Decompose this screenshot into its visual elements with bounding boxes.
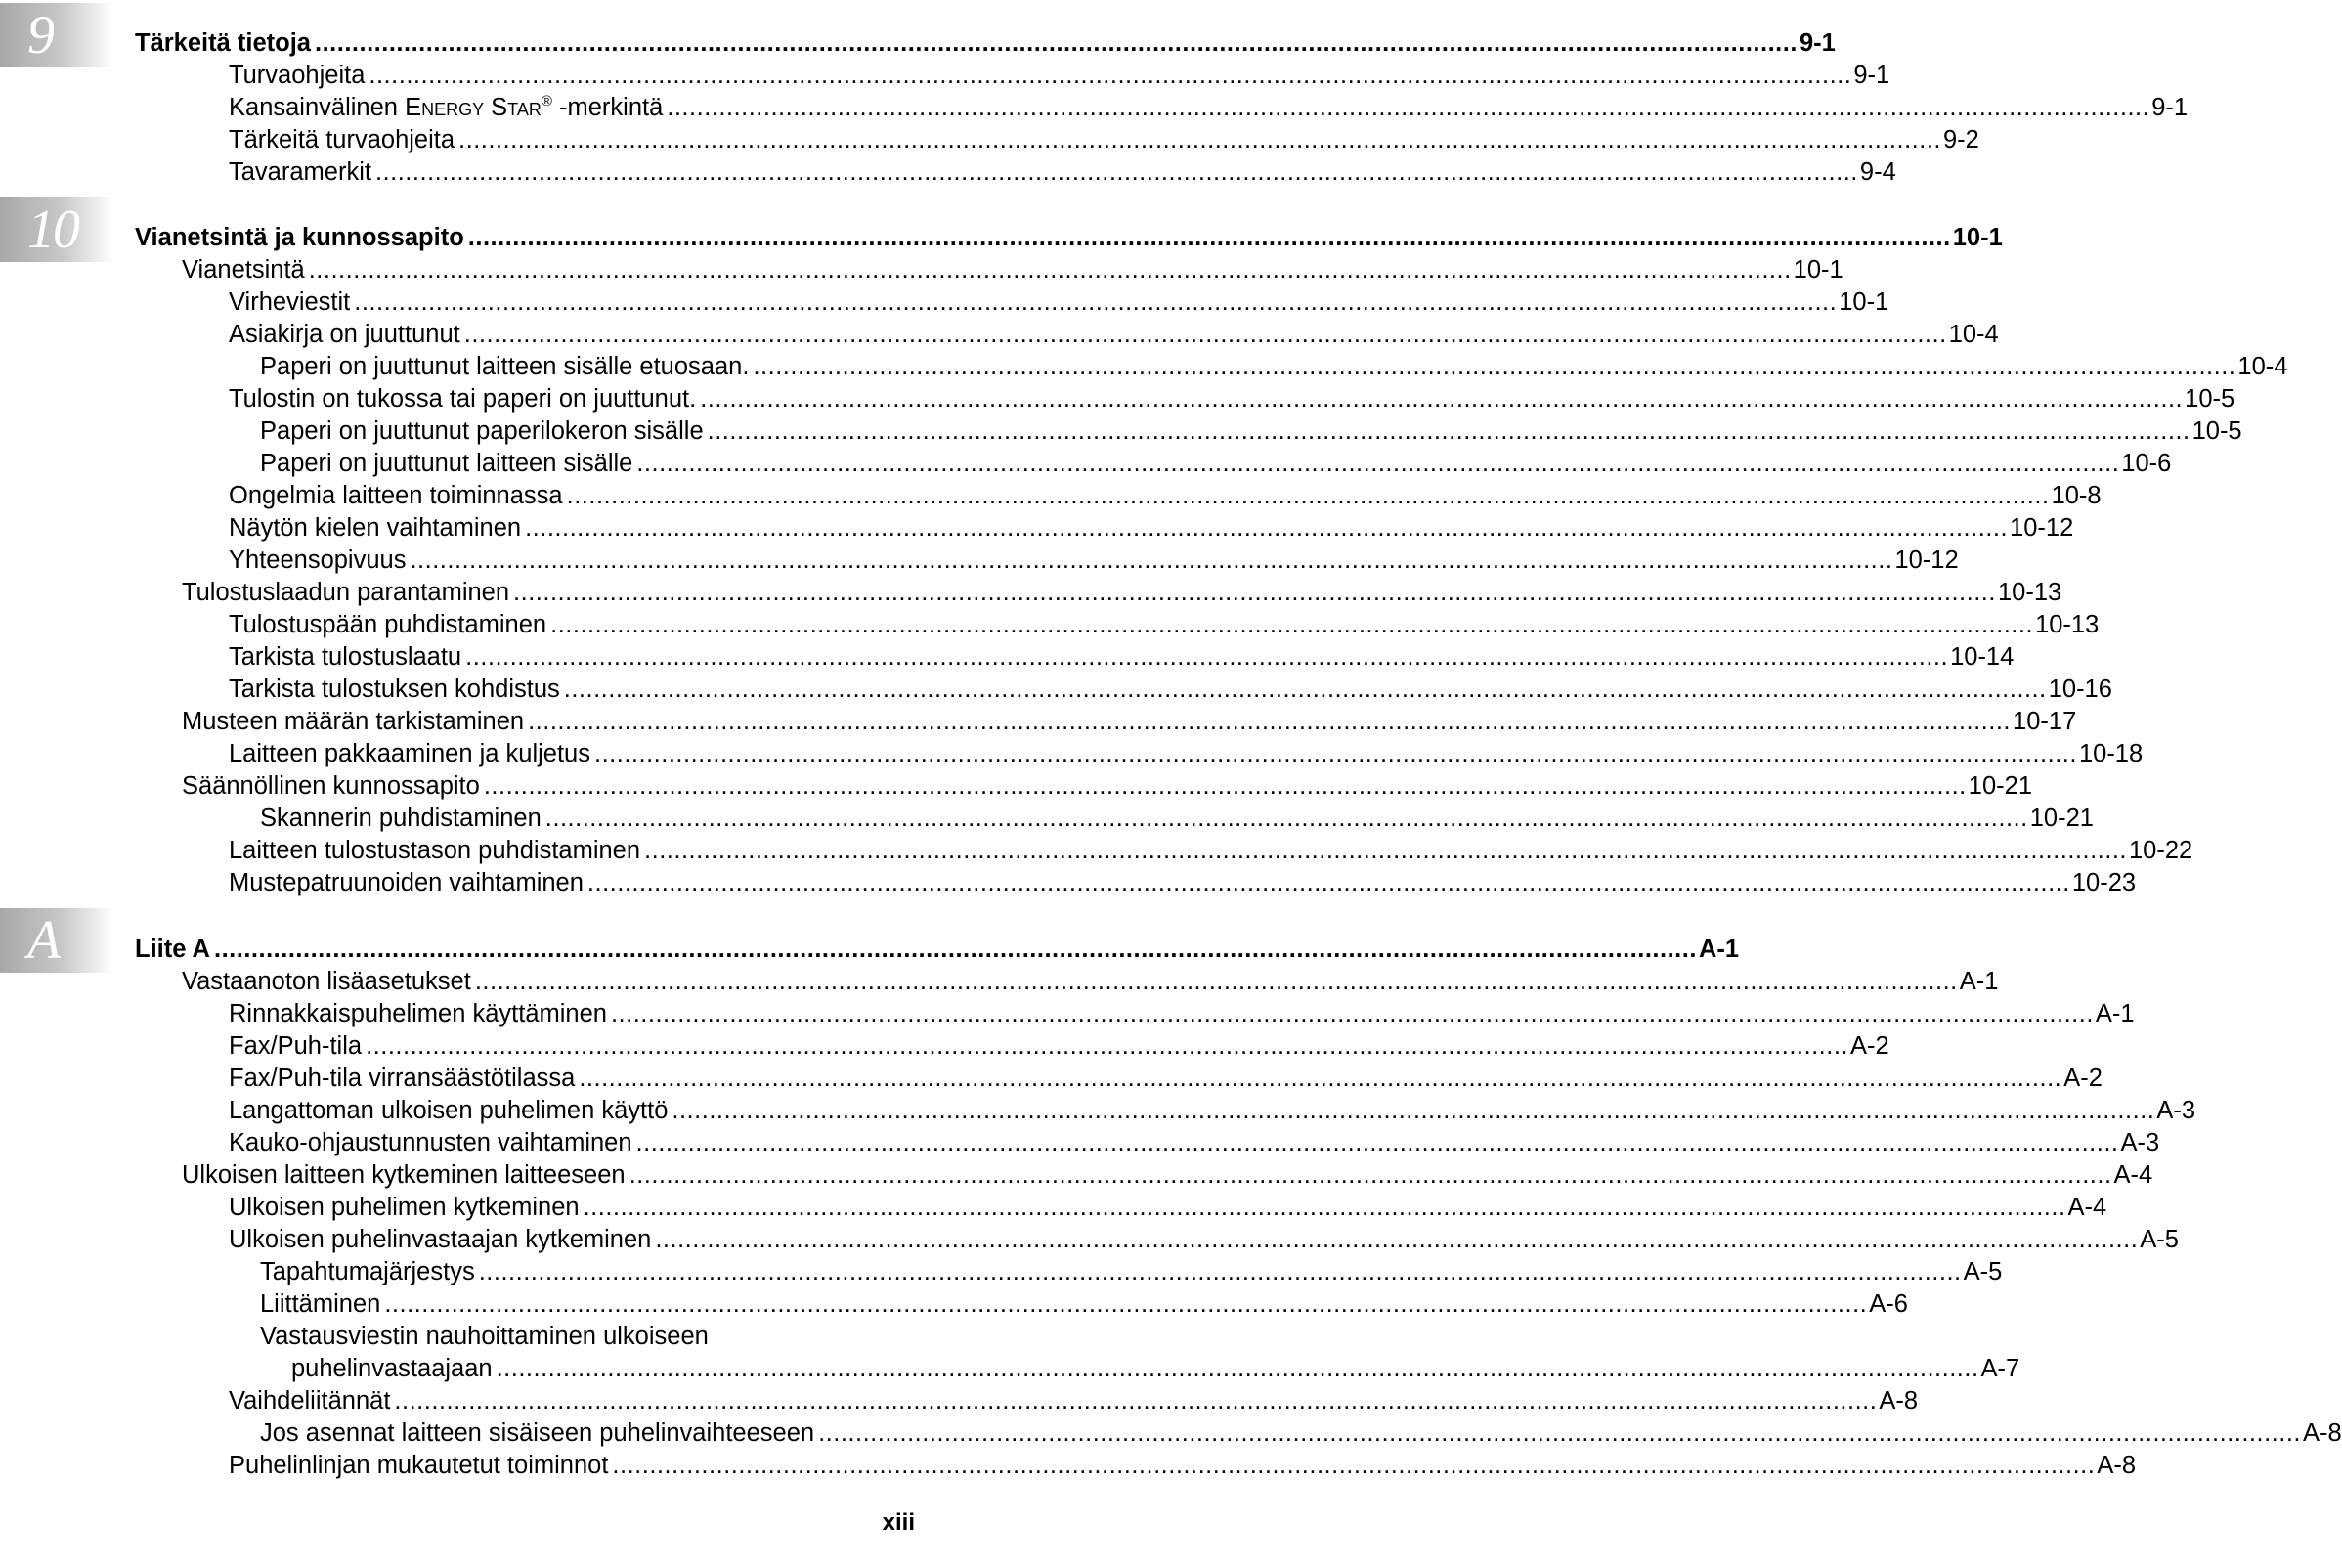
chapter-tab — [0, 908, 113, 973]
toc-page-number: 10-21 — [1968, 772, 2033, 800]
toc-page-number: 10-17 — [2013, 708, 2077, 735]
toc-entry[interactable] — [229, 1385, 1919, 1417]
toc-entry-label: Laitteen pakkaaminen ja kuljetus — [229, 740, 590, 767]
toc-entry[interactable] — [229, 60, 1890, 92]
toc-entry[interactable] — [229, 1127, 2160, 1159]
toc-entry-title — [229, 835, 640, 867]
dot-leader: ........................................................................................................................................................................................................ — [707, 417, 2190, 445]
toc-entry-title — [260, 803, 542, 835]
dot-leader: ........................................................................................................................................................................................................ — [525, 514, 2009, 542]
toc-page-number: 9-1 — [1853, 62, 1890, 89]
toc-entry[interactable] — [229, 609, 2100, 641]
toc-entry-title — [229, 1063, 575, 1095]
toc-entry-label: Musteen määrän tarkistaminen — [182, 708, 525, 735]
dot-leader: ........................................................................................................................................................................................................ — [672, 1097, 2155, 1124]
toc-page-number: 10-4 — [1948, 321, 1999, 348]
toc-entry-title — [182, 770, 480, 803]
toc-entry[interactable] — [229, 156, 1896, 189]
dot-leader: ........................................................................................................................................................................................................ — [644, 837, 2127, 864]
dot-leader: ........................................................................................................................................................................................................ — [579, 1065, 2062, 1092]
toc-page-number: 9-1 — [2151, 94, 2189, 121]
dot-leader: ........................................................................................................................................................................................................ — [369, 62, 1852, 89]
dot-leader: ........................................................................................................................................................................................................ — [474, 968, 1958, 995]
toc-entry[interactable] — [229, 998, 2135, 1030]
toc-entry-title — [260, 1256, 475, 1288]
toc-page-number: 10-16 — [2048, 675, 2112, 703]
toc-entry-label: Paperi on juuttunut laitteen sisälle — [260, 450, 633, 477]
dot-leader: ........................................................................................................................................................................................................ — [636, 450, 2120, 477]
toc-entry[interactable] — [229, 1095, 2196, 1127]
toc-chapter-entry[interactable] — [135, 27, 1836, 60]
toc-entry-title — [260, 1417, 814, 1450]
toc-entry-title — [229, 383, 696, 415]
toc-page-number: 10-5 — [2185, 385, 2235, 413]
toc-chapter-entry[interactable] — [135, 934, 1740, 966]
toc-page-number: A-5 — [2140, 1226, 2179, 1253]
toc-entry[interactable] — [182, 770, 2033, 803]
dot-leader: ........................................................................................................................................................................................................ — [458, 126, 1941, 153]
dot-leader: ........................................................................................................................................................................................................ — [384, 1290, 1868, 1318]
dot-leader: ........................................................................................................................................................................................................ — [610, 1000, 2094, 1027]
toc-entry-label: Liite A — [135, 936, 210, 963]
toc-page-number: 10-8 — [2051, 482, 2102, 509]
toc-entry-label: Vianetsintä — [182, 256, 305, 283]
toc-entry-title — [291, 1353, 493, 1385]
chapter-tab-number: 9 — [27, 5, 53, 65]
toc-entry-label: Jos asennat laitteen sisäiseen puhelinvaihteeseen — [260, 1419, 815, 1447]
dot-leader: ........................................................................................................................................................................................................ — [463, 321, 1947, 348]
dot-leader: ........................................................................................................................................................................................................ — [467, 224, 1951, 251]
toc-entry-label: Paperi on juuttunut laitteen sisälle etuosaan. — [260, 353, 750, 380]
toc-entry-label: Liittäminen — [260, 1290, 381, 1318]
toc-page-number: 9-2 — [1943, 126, 1979, 153]
registered-mark: ® — [541, 93, 552, 109]
toc-page-number: A-7 — [1980, 1355, 2020, 1382]
toc-entry-label: Langattoman ulkoisen puhelimen käyttö — [229, 1097, 669, 1124]
chapter-tab-number: A — [27, 910, 60, 971]
toc-page-number: A-6 — [1869, 1290, 1908, 1318]
toc-entry-label: Turvaohjeita — [229, 62, 366, 89]
toc-page-number: 9-1 — [1799, 29, 1836, 57]
chapter-tab — [0, 197, 113, 262]
toc-entry-label: Ulkoisen puhelimen kytkeminen — [229, 1194, 580, 1221]
toc-entry-label: puhelinvastaajaan — [291, 1355, 493, 1382]
toc-entry[interactable] — [229, 738, 2144, 770]
toc-entry-title — [229, 1385, 390, 1417]
toc-page-number: A-4 — [2113, 1161, 2153, 1189]
dot-leader: ........................................................................................................................................................................................................ — [410, 546, 1893, 574]
dot-leader: ........................................................................................................................................................................................................ — [213, 936, 1697, 963]
toc-entry-label: Tarkista tulostuslaatu — [229, 643, 462, 671]
toc-entry-title — [229, 512, 521, 544]
toc-entry-title — [229, 641, 461, 674]
toc-entry-label: Kauko-ohjaustunnusten vaihtaminen — [229, 1129, 632, 1156]
dot-leader: ........................................................................................................................................................................................................ — [550, 611, 2034, 638]
toc-entry-title — [229, 867, 584, 899]
energy-star-mark: Energy Star — [405, 94, 542, 121]
dot-leader: ........................................................................................................................................................................................................ — [354, 288, 1838, 316]
toc-page-number: 10-12 — [1894, 546, 1959, 574]
toc-page-number: 10-13 — [1997, 579, 2062, 606]
toc-page-number: 9-4 — [1859, 158, 1896, 186]
toc-entry-label: Puhelinlinjan mukautetut toiminnot — [229, 1452, 609, 1479]
toc-entry[interactable] — [229, 1063, 2103, 1095]
toc-entry-title — [260, 415, 704, 448]
toc-entry-label: Vianetsintä ja kunnossapito — [135, 224, 464, 251]
dot-leader: ........................................................................................................................................................................................................ — [528, 708, 2012, 735]
toc-entry-label: Säännöllinen kunnossapito — [182, 772, 480, 800]
dot-leader: ........................................................................................................................................................................................................ — [586, 869, 2070, 896]
toc-entry-label: Kansainvälinen — [229, 94, 398, 121]
toc-entry-label: Asiakirja on juuttunut — [229, 321, 460, 348]
dot-leader: ........................................................................................................................................................................................................ — [583, 1194, 2066, 1221]
toc-entry-label: Vastaanoton lisäasetukset — [182, 968, 471, 995]
toc-entry-label: Tulostin on tukossa tai paperi on juuttunut. — [229, 385, 697, 413]
toc-entry-title — [229, 609, 546, 641]
toc-entry-label: Rinnakkaispuhelimen käyttäminen — [229, 1000, 607, 1027]
toc-entry[interactable] — [229, 1450, 2137, 1482]
toc-entry[interactable] — [229, 124, 1979, 156]
toc-entry-title — [229, 60, 365, 92]
toc-entry-title — [260, 351, 749, 383]
toc-entry[interactable] — [182, 706, 2077, 738]
toc-page-number: A-8 — [2097, 1452, 2137, 1479]
toc-entry-title — [229, 124, 455, 156]
toc-entry-title — [135, 222, 464, 254]
toc-entry-title — [229, 156, 371, 189]
dot-leader: ........................................................................................................................................................................................................ — [394, 1387, 1878, 1415]
toc-entry-label: Virheviestit — [229, 288, 351, 316]
toc-entry[interactable] — [229, 835, 2193, 867]
toc-entry-title — [182, 706, 524, 738]
chapter-tab-number: 10 — [27, 199, 78, 260]
toc-page-number: A-5 — [1963, 1258, 2003, 1285]
toc-entry[interactable] — [260, 351, 2288, 383]
toc-page-number: 10-5 — [2191, 417, 2242, 445]
toc-entry-title — [229, 480, 563, 512]
dot-leader: ........................................................................................................................................................................................................ — [612, 1452, 2096, 1479]
toc-page-number: 10-1 — [1793, 256, 1843, 283]
toc-entry[interactable] — [229, 867, 2137, 899]
toc-entry-title — [182, 577, 509, 609]
toc-entry[interactable] — [229, 1030, 1889, 1063]
toc-page-number: A-3 — [2156, 1097, 2196, 1124]
toc-entry-title — [182, 1159, 626, 1192]
toc-entry-title — [229, 286, 350, 319]
dot-leader: ........................................................................................................................................................................................................ — [566, 482, 2050, 509]
toc-entry-text: Vastausviestin nauhoittaminen ulkoiseen — [260, 1323, 709, 1350]
toc-entry-title — [229, 544, 406, 577]
toc-entry-title — [229, 1030, 362, 1063]
toc-page-number: A-1 — [1698, 936, 1740, 963]
toc-entry-title — [229, 1224, 651, 1256]
toc-page-number: A-4 — [2067, 1194, 2107, 1221]
dot-leader: ........................................................................................................................................................................................................ — [818, 1419, 2302, 1447]
toc-entry[interactable] — [229, 1192, 2107, 1224]
toc-page-number: A-3 — [2120, 1129, 2160, 1156]
dot-leader: ........................................................................................................................................................................................................ — [667, 94, 2150, 121]
toc-chapter-entry[interactable] — [135, 222, 2003, 254]
toc-entry-label: Mustepatruunoiden vaihtaminen — [229, 869, 584, 896]
toc-entry-label: Tapahtumajärjestys — [260, 1258, 475, 1285]
dot-leader: ........................................................................................................................................................................................................ — [563, 675, 2047, 703]
toc-entry[interactable] — [229, 1224, 2179, 1256]
dot-leader: ........................................................................................................................................................................................................ — [655, 1226, 2139, 1253]
toc-entry-title — [229, 738, 590, 770]
toc-entry-label: Tärkeitä tietoja — [135, 29, 311, 57]
dot-leader: ........................................................................................................................................................................................................ — [374, 158, 1858, 186]
dot-leader: ........................................................................................................................................................................................................ — [483, 772, 1967, 800]
toc-entry[interactable] — [291, 1353, 2020, 1385]
toc-entry-title — [260, 1288, 380, 1321]
toc-entry[interactable] — [229, 286, 1889, 319]
dot-leader: ........................................................................................................................................................................................................ — [496, 1355, 1979, 1382]
dot-leader: ........................................................................................................................................................................................................ — [478, 1258, 1962, 1285]
toc-entry[interactable] — [260, 415, 2242, 448]
toc-page-number: 10-14 — [1950, 643, 2015, 671]
toc-entry[interactable] — [229, 480, 2102, 512]
toc-entry[interactable] — [229, 641, 2015, 674]
toc-entry-title — [260, 448, 632, 480]
toc-page-number: 10-21 — [2029, 805, 2094, 832]
toc-entry[interactable] — [182, 1159, 2153, 1192]
toc-page-number: 10-6 — [2121, 450, 2172, 477]
toc-entry[interactable] — [260, 1256, 2003, 1288]
page-number: xiii — [882, 1509, 915, 1536]
toc-entry-label: Paperi on juuttunut paperilokeron sisälle — [260, 417, 704, 445]
toc-entry[interactable] — [182, 577, 2062, 609]
toc-entry-title — [135, 934, 210, 966]
dot-leader: ........................................................................................................................................................................................................ — [544, 805, 2028, 832]
toc-page-number: A-8 — [2303, 1419, 2342, 1447]
toc-entry-title — [229, 92, 663, 124]
toc-entry[interactable] — [260, 803, 2094, 835]
toc-entry-label: Laitteen tulostustason puhdistaminen — [229, 837, 641, 864]
toc-page-number: 10-18 — [2078, 740, 2144, 767]
toc-entry[interactable] — [229, 512, 2074, 544]
toc-page-number: A-2 — [1850, 1032, 1889, 1060]
toc-page-number: 10-13 — [2035, 611, 2100, 638]
toc-entry-label: Vaihdeliitännät — [229, 1387, 391, 1415]
toc-entry-label: Skannerin puhdistaminen — [260, 805, 542, 832]
toc-page-number: A-1 — [2095, 1000, 2135, 1027]
toc-entry-label: Fax/Puh-tila — [229, 1032, 363, 1060]
toc-page-number: 10-12 — [2010, 514, 2074, 542]
toc-entry-title — [229, 1192, 580, 1224]
toc-entry-label: Tarkista tulostuksen kohdistus — [229, 675, 560, 703]
toc-page-number: 10-1 — [1952, 224, 2003, 251]
toc-entry[interactable] — [229, 674, 2112, 706]
dot-leader: ........................................................................................................................................................................................................ — [314, 29, 1798, 57]
toc-page-number: 10-1 — [1839, 288, 1889, 316]
toc-entry[interactable] — [182, 966, 1999, 998]
toc-entry-label: Tavaramerkit — [229, 158, 371, 186]
toc-entry-label: Tulostuslaadun parantaminen — [182, 579, 510, 606]
toc-page-number: A-8 — [1879, 1387, 1919, 1415]
toc-entry-label: Ongelmia laitteen toiminnassa — [229, 482, 563, 509]
toc-entry-label: Näytön kielen vaihtaminen — [229, 514, 522, 542]
toc-page-number: A-1 — [1959, 968, 1999, 995]
toc-entry-title — [229, 1450, 608, 1482]
toc-entry-label: Tulostuspään puhdistaminen — [229, 611, 547, 638]
toc-entry[interactable] — [260, 1417, 2342, 1450]
dot-leader: ........................................................................................................................................................................................................ — [513, 579, 1996, 606]
toc-entry-label: Ulkoisen laitteen kytkeminen laitteeseen — [182, 1161, 626, 1189]
dot-leader: ........................................................................................................................................................................................................ — [629, 1161, 2112, 1189]
toc-page-number: 10-4 — [2237, 353, 2288, 380]
toc-entry-title — [229, 674, 560, 706]
dot-leader: ........................................................................................................................................................................................................ — [635, 1129, 2119, 1156]
toc-entry-title — [135, 27, 311, 60]
toc-entry-label: Yhteensopivuus — [229, 546, 407, 574]
toc-entry[interactable] — [229, 92, 2189, 124]
toc-entry[interactable] — [260, 1288, 1908, 1321]
dot-leader: ........................................................................................................................................................................................................ — [753, 353, 2236, 380]
toc-entry[interactable] — [229, 383, 2235, 415]
toc-entry[interactable] — [260, 448, 2172, 480]
toc-page-number: 10-22 — [2129, 837, 2193, 864]
chapter-tab — [0, 3, 113, 67]
toc-entry[interactable] — [229, 319, 1999, 351]
toc-entry-label: Fax/Puh-tila virransäästötilassa — [229, 1065, 576, 1092]
toc-entry-title — [229, 319, 460, 351]
toc-entry-title — [229, 998, 607, 1030]
toc-page-number: 10-23 — [2071, 869, 2137, 896]
toc-entry-title — [229, 1095, 668, 1127]
toc-entry[interactable] — [182, 254, 1843, 286]
toc-page-number: A-2 — [2063, 1065, 2103, 1092]
dot-leader: ........................................................................................................................................................................................................ — [366, 1032, 1849, 1060]
toc-entry-label: Tärkeitä turvaohjeita — [229, 126, 455, 153]
toc-entry-title — [182, 254, 305, 286]
dot-leader: ........................................................................................................................................................................................................ — [700, 385, 2184, 413]
dot-leader: ........................................................................................................................................................................................................ — [465, 643, 1949, 671]
toc-entry-label-suffix: -merkintä — [551, 94, 664, 121]
toc-entry-title — [229, 1127, 632, 1159]
dot-leader: ........................................................................................................................................................................................................ — [308, 256, 1792, 283]
toc-entry[interactable] — [229, 544, 1959, 577]
toc-entry-label: Ulkoisen puhelinvastaajan kytkeminen — [229, 1226, 652, 1253]
toc-entry-title — [182, 966, 471, 998]
dot-leader: ........................................................................................................................................................................................................ — [594, 740, 2077, 767]
